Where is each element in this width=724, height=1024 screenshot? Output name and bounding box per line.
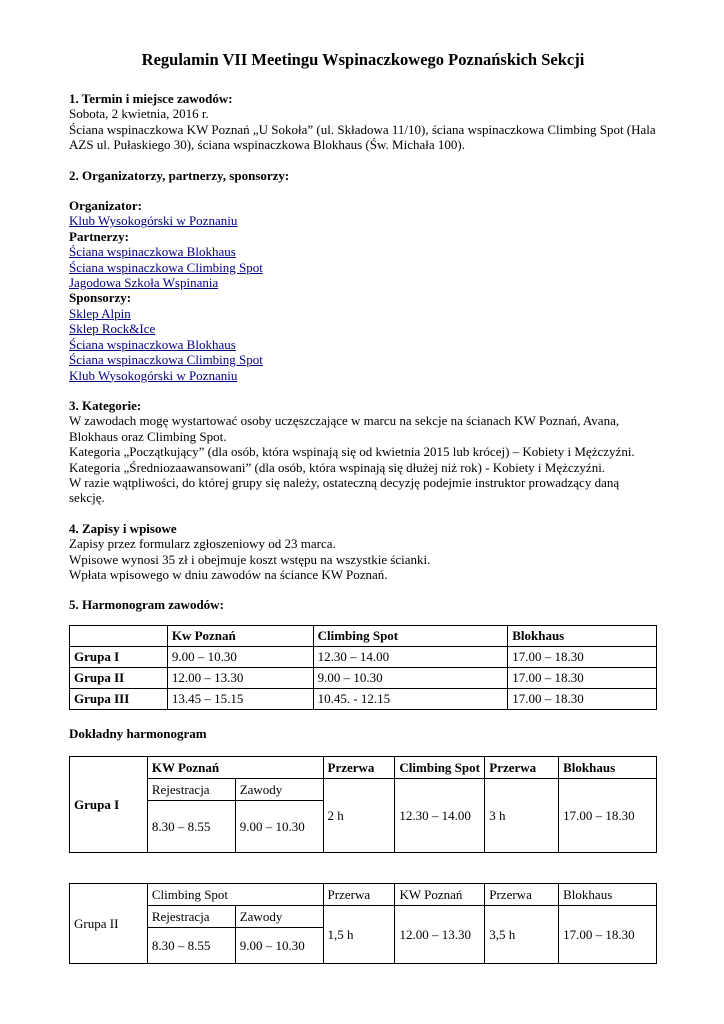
table-cell: 12.30 – 14.00 [395, 779, 485, 853]
document-title: Regulamin VII Meetingu Wspinaczkowego Poznańskich Sekcji [141, 50, 585, 69]
organizer-label: Organizator: [69, 198, 142, 214]
table-cell: 12.30 – 14.00 [313, 646, 508, 667]
paragraph: Kategoria „Średniozaawansowani” (dla osób, która wspinają się dłużej niż rok) - Kobiety i Mężczyźni. [69, 459, 606, 475]
paragraph: Zapisy przez formularz zgłoszeniowy od 23 marca. [69, 536, 336, 552]
table-cell: 9.00 – 10.30 [235, 928, 323, 964]
section-title: 4. Zapisy i wpisowe [69, 520, 177, 536]
section-title: 2. Organizatorzy, partnerzy, sponsorzy: [69, 167, 290, 183]
detailed-schedule-table-group1 [69, 756, 657, 853]
table-header-cell: Blokhaus [508, 625, 657, 646]
table-header-row [70, 884, 657, 906]
venues-line: Ściana wspinaczkowa KW Poznań „U Sokoła” (ul. Składowa 11/10), ściana wspinaczkowa Climbing Spot (Hala AZS ul. Pułaskiego 30), ściana wspinaczkowa Blokhaus (Św. Michała 100). [69, 121, 656, 153]
sponsor-link[interactable]: Ściana wspinaczkowa Climbing Spot [69, 352, 263, 368]
table-cell: 17.00 – 18.30 [508, 667, 657, 688]
table-cell: 3 h [485, 779, 559, 853]
date-line: Sobota, 2 kwietnia, 2016 r. [69, 106, 209, 122]
table-row [70, 667, 657, 688]
section-registration [69, 521, 657, 583]
table-cell: 2 h [323, 779, 395, 853]
partner-link[interactable]: Ściana wspinaczkowa Blokhaus [69, 244, 236, 260]
organizer-link[interactable]: Klub Wysokogórski w Poznaniu [69, 213, 238, 229]
table-cell: Rejestracja [147, 906, 235, 928]
table-cell: 9.00 – 10.30 [235, 801, 323, 853]
row-header-cell: Grupa II [70, 667, 168, 688]
table-cell: 8.30 – 8.55 [147, 928, 235, 964]
table-header-cell: Przerwa [485, 757, 559, 779]
table-header-cell: Climbing Spot [313, 625, 508, 646]
section-organizers [69, 168, 657, 383]
table-header-cell: Przerwa [323, 884, 395, 906]
partner-link[interactable]: Ściana wspinaczkowa Climbing Spot [69, 259, 263, 275]
table-cell: Zawody [235, 779, 323, 801]
table-cell: 17.00 – 18.30 [559, 906, 657, 964]
section-title: 5. Harmonogram zawodów: [69, 597, 224, 613]
paragraph: W razie wątpliwości, do której grupy się należy, ostateczną decyzję podejmie instruktor prowadzący daną sekcję. [69, 474, 620, 506]
table-cell: 9.00 – 10.30 [313, 667, 508, 688]
sponsor-link[interactable]: Sklep Alpin [69, 305, 131, 321]
table-cell: 3,5 h [485, 906, 559, 964]
paragraph: Wpisowe wynosi 35 zł i obejmuje koszt wstępu na wszystkie ścianki. [69, 551, 431, 567]
paragraph: W zawodach mogę wystartować osoby uczęszczające w marcu na sekcje na ścianach KW Poznań, Avana, Blokhaus oraz Climbing Spot. [69, 413, 620, 444]
table-header-cell: KW Poznań [147, 757, 323, 779]
sponsors-label: Sponsorzy: [69, 290, 132, 306]
table-header-cell: Przerwa [485, 884, 559, 906]
table-header-cell: Climbing Spot [395, 757, 485, 779]
table-header-cell [70, 625, 168, 646]
sponsor-link[interactable]: Ściana wspinaczkowa Blokhaus [69, 336, 236, 352]
section-title: 3. Kategorie: [69, 397, 142, 413]
table-header-cell: KW Poznań [395, 884, 485, 906]
sponsor-link[interactable]: Klub Wysokogórski w Poznaniu [69, 367, 238, 383]
group-cell: Grupa I [70, 757, 148, 853]
partner-link[interactable]: Jagodowa Szkoła Wspinania [69, 275, 219, 291]
table-cell: 1,5 h [323, 906, 395, 964]
table-cell: Zawody [235, 906, 323, 928]
detailed-schedule-title: Dokładny harmonogram [69, 725, 207, 741]
paragraph: Kategoria „Początkujący” (dla osób, która wspinają się od kwietnia 2015 lub krócej) – Kobiety i Mężczyźni. [69, 444, 635, 460]
table-cell: 8.30 – 8.55 [147, 801, 235, 853]
row-header-cell: Grupa III [70, 688, 168, 709]
schedule-table [69, 625, 657, 710]
table-cell: 10.45. - 12.15 [313, 688, 508, 709]
table-header-row [70, 625, 657, 646]
table-cell: 12.00 – 13.30 [167, 667, 313, 688]
table-cell: 17.00 – 18.30 [559, 779, 657, 853]
table-header-cell: Blokhaus [559, 884, 657, 906]
table-cell: Rejestracja [147, 779, 235, 801]
table-cell: 17.00 – 18.30 [508, 688, 657, 709]
paragraph: Wpłata wpisowego w dniu zawodów na ściance KW Poznań. [69, 566, 388, 582]
sponsor-link[interactable]: Sklep Rock&Ice [69, 321, 156, 337]
section-title: 1. Termin i miejsce zawodów: [69, 91, 233, 106]
table-cell: 13.45 – 15.15 [167, 688, 313, 709]
table-row [70, 906, 657, 928]
table-cell: 12.00 – 13.30 [395, 906, 485, 964]
table-row [70, 646, 657, 667]
partners-label: Partnerzy: [69, 228, 129, 244]
table-header-cell: Przerwa [323, 757, 395, 779]
group-cell: Grupa II [70, 884, 148, 964]
table-header-row [70, 757, 657, 779]
table-header-cell: Climbing Spot [147, 884, 323, 906]
document-page [69, 50, 657, 964]
table-cell: 17.00 – 18.30 [508, 646, 657, 667]
table-header-cell: Kw Poznań [167, 625, 313, 646]
table-row [70, 688, 657, 709]
row-header-cell: Grupa I [70, 646, 168, 667]
section-categories [69, 398, 657, 506]
table-header-cell: Blokhaus [559, 757, 657, 779]
detailed-schedule-table-group2 [69, 883, 657, 964]
table-cell: 9.00 – 10.30 [167, 646, 313, 667]
table-row [70, 779, 657, 801]
section-schedule [69, 597, 657, 964]
section-termin [69, 91, 657, 153]
